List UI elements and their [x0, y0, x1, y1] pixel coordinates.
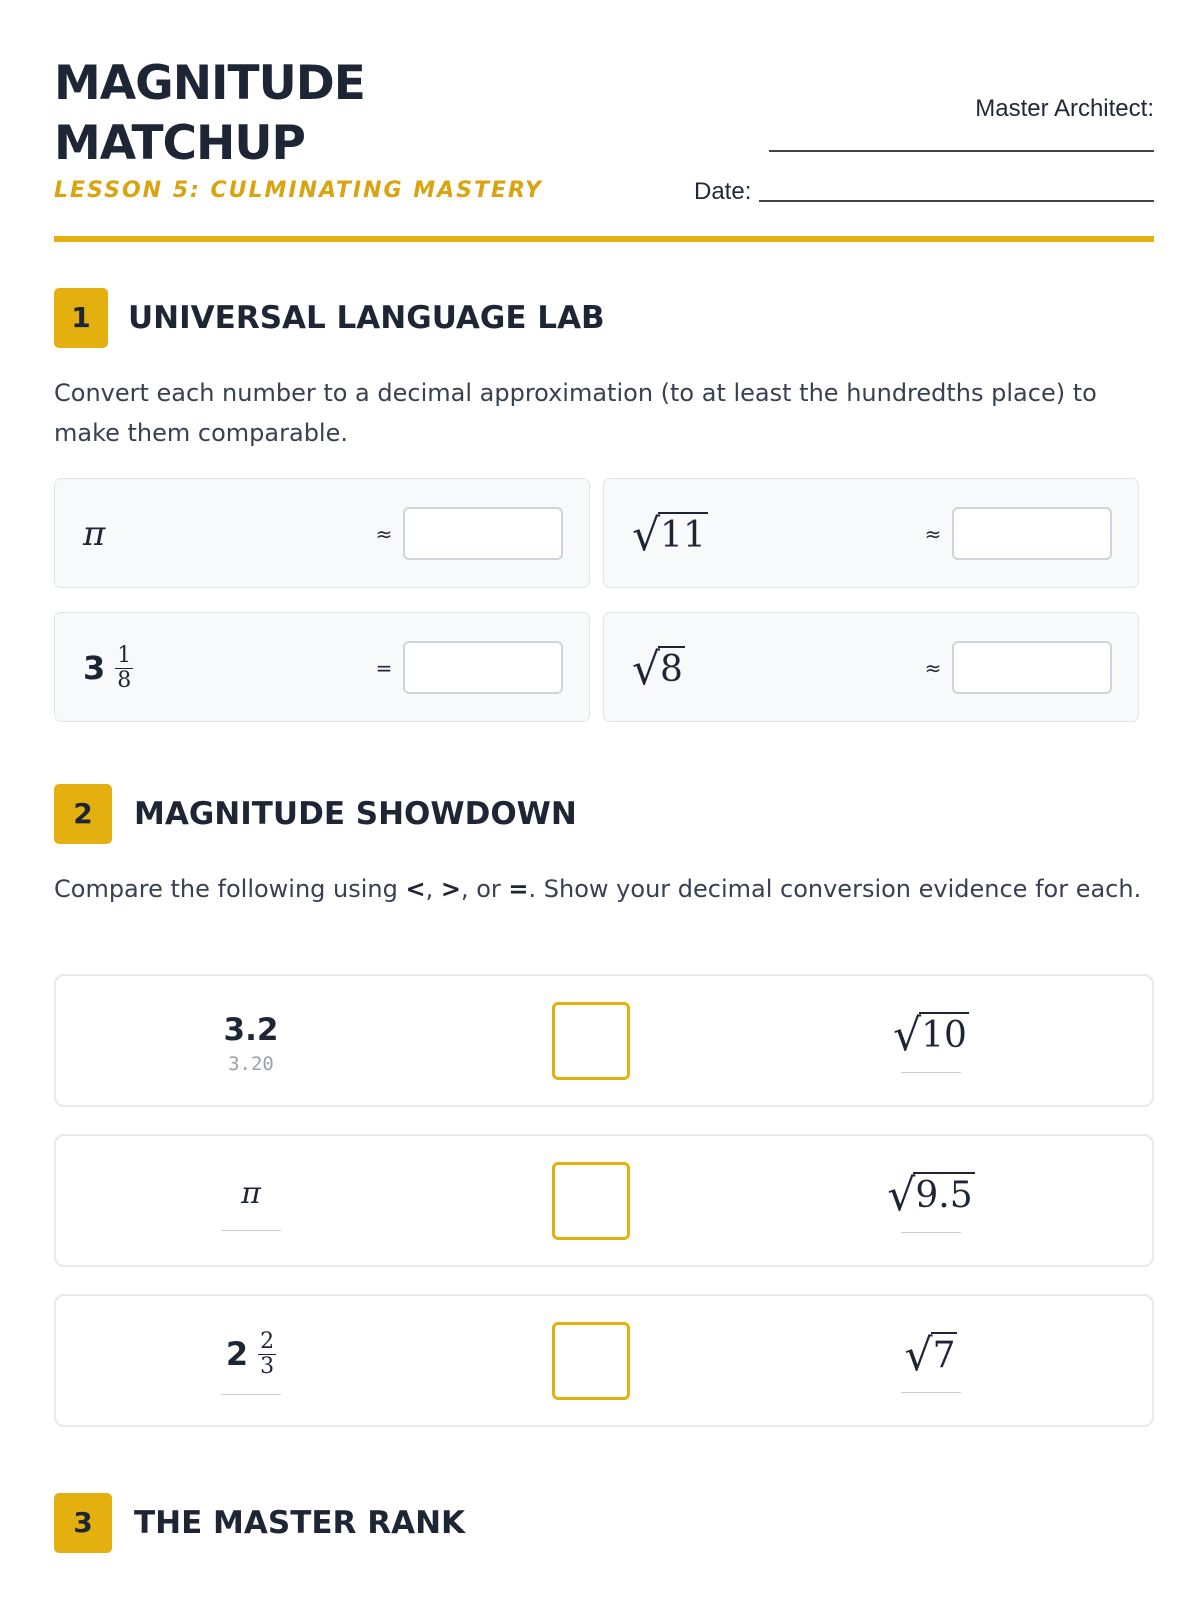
radicand: 7: [931, 1332, 958, 1376]
separator: , or: [460, 875, 509, 903]
date-label: Date:: [694, 178, 752, 205]
section-2-title: MAGNITUDE SHOWDOWN: [134, 796, 577, 832]
right-quantity: [876, 1136, 986, 1269]
answer-input[interactable]: [403, 641, 563, 694]
radical-sign-icon: √: [893, 1010, 922, 1061]
whole-part: 2: [225, 1335, 249, 1373]
architect-label: Master Architect:: [975, 95, 1154, 122]
square-root: [632, 510, 708, 561]
comparison-symbol-box[interactable]: [552, 1002, 630, 1080]
evidence-blank[interactable]: [901, 1392, 961, 1393]
comparison-row-1: [54, 974, 1154, 1107]
right-quantity: [876, 1296, 986, 1429]
section-2-number-badge: 2: [54, 784, 112, 844]
evidence-blank[interactable]: [901, 1072, 961, 1073]
pi-symbol: π: [241, 1176, 261, 1211]
left-value: 3.2: [223, 1011, 279, 1048]
pi-symbol: π: [83, 514, 106, 554]
section-1-number-badge: 1: [54, 288, 108, 348]
lesson-subtitle: LESSON 5: CULMINATING MASTERY: [54, 178, 543, 203]
instructions-text-start: Compare the following using: [54, 875, 406, 903]
date-line[interactable]: [759, 200, 1154, 202]
title-line-1: MAGNITUDE: [54, 56, 365, 111]
approx-sign: ≈: [924, 656, 942, 680]
section-3-number-badge: 3: [54, 1493, 112, 1553]
square-root: [632, 644, 685, 695]
mixed-number: [83, 642, 133, 693]
radical-sign-icon: √: [887, 1170, 916, 1221]
comparison-row-2: [54, 1134, 1154, 1267]
denominator: 3: [260, 1353, 275, 1379]
section-1-instructions: Convert each number to a decimal approximation (to at least the hundredths place) to make them comparable.: [54, 379, 1097, 447]
numerator: 1: [117, 642, 132, 668]
evidence-blank[interactable]: [901, 1232, 961, 1233]
radical-sign-icon: √: [632, 510, 661, 561]
left-quantity: [196, 1136, 306, 1269]
worksheet-header: [54, 0, 1154, 244]
equals-operator: =: [508, 875, 529, 903]
greater-than-operator: >: [440, 875, 461, 903]
whole-part: 3: [83, 649, 106, 687]
title-line-2: MATCHUP: [54, 116, 305, 171]
square-root: [887, 1170, 974, 1221]
fraction: [115, 642, 133, 693]
comparison-symbol-box[interactable]: [552, 1162, 630, 1240]
square-root: [893, 1010, 969, 1061]
answer-input[interactable]: [952, 507, 1112, 560]
radical-sign-icon: √: [904, 1330, 933, 1381]
approx-sign: ≈: [375, 522, 393, 546]
header-divider: [54, 236, 1154, 242]
denominator: 8: [117, 667, 132, 693]
expression: [83, 613, 133, 723]
decimal-evidence: 3.20: [228, 1052, 274, 1075]
separator: ,: [425, 875, 441, 903]
equals-sign: =: [375, 656, 393, 680]
right-quantity: [876, 976, 986, 1109]
mixed-number: [225, 1328, 276, 1379]
comparison-symbol-box[interactable]: [552, 1322, 630, 1400]
section-1-title: UNIVERSAL LANGUAGE LAB: [128, 300, 605, 336]
answer-input[interactable]: [403, 507, 563, 560]
section-2-instructions: [54, 869, 1154, 909]
approx-sign: ≈: [924, 522, 942, 546]
conversion-card-pi: [54, 478, 590, 588]
evidence-blank[interactable]: [221, 1230, 281, 1231]
expression: [632, 479, 708, 589]
worksheet-page: [54, 0, 1154, 1600]
section-3-title: THE MASTER RANK: [134, 1505, 466, 1541]
conversion-card-sqrt-8: [603, 612, 1139, 722]
conversion-card-sqrt-11: [603, 478, 1139, 588]
answer-input[interactable]: [952, 641, 1112, 694]
conversion-card-mixed-number: [54, 612, 590, 722]
architect-name-line[interactable]: [769, 150, 1154, 152]
expression: [632, 613, 685, 723]
expression: [83, 479, 105, 589]
left-quantity: [196, 976, 306, 1109]
radical-sign-icon: √: [632, 644, 661, 695]
radicand: 9.5: [913, 1172, 974, 1216]
less-than-operator: <: [405, 875, 426, 903]
evidence-blank[interactable]: [221, 1394, 281, 1395]
fraction: [258, 1328, 276, 1379]
left-quantity: [196, 1296, 306, 1429]
numerator: 2: [260, 1328, 275, 1354]
radicand: 10: [919, 1012, 969, 1056]
radicand: 11: [658, 512, 708, 556]
instructions-text-end: . Show your decimal conversion evidence for each.: [528, 875, 1142, 903]
square-root: [904, 1330, 958, 1381]
comparison-row-3: [54, 1294, 1154, 1427]
radicand: 8: [658, 646, 685, 690]
